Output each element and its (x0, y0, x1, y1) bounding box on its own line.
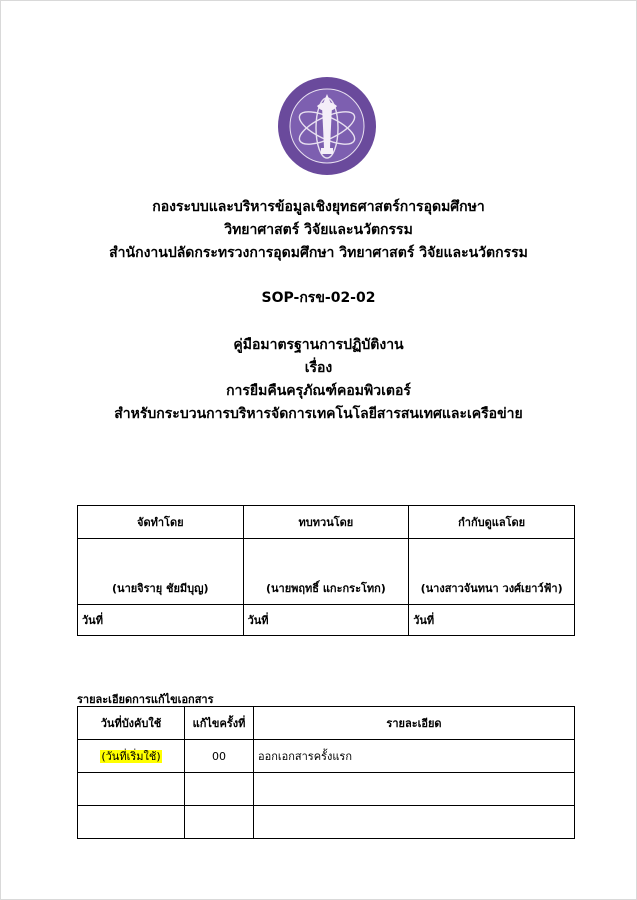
revision-number-cell: 00 (185, 740, 254, 773)
date-label: วันที่ (78, 605, 244, 636)
date-label: วันที่ (243, 605, 409, 636)
signature-header: จัดทำโดย (78, 506, 244, 539)
table-row (78, 773, 575, 806)
doc-code-block (0, 287, 637, 310)
highlighted-text: (วันที่เริ่มใช้) (101, 750, 161, 763)
title-line: คู่มือมาตรฐานการปฏิบัติงาน (233, 337, 404, 353)
signer-name: (นายจิรายุ ชัยมีบุญ) (78, 539, 244, 605)
revision-header: แก้ไขครั้งที่ (185, 707, 254, 740)
effective-date-cell (78, 740, 185, 773)
title-line: การยืมคืนครุภัณฑ์คอมพิวเตอร์ (226, 383, 411, 399)
revision-detail-cell (254, 806, 575, 839)
doc-title-block (0, 334, 637, 426)
doc-code: SOP-กรข-02-02 (261, 290, 376, 306)
title-line: สำหรับกระบวนการบริหารจัดการเทคโนโลยีสารสนเทศและเครือข่าย (114, 406, 523, 422)
table-row (78, 539, 575, 605)
org-heading (0, 196, 637, 265)
signer-name: (นายพฤทธิ์ แกะกระโทก) (243, 539, 409, 605)
date-label: วันที่ (409, 605, 575, 636)
effective-date-cell (78, 773, 185, 806)
signature-header: กำกับดูแลโดย (409, 506, 575, 539)
effective-date-cell (78, 806, 185, 839)
signature-table (77, 505, 575, 636)
table-row (78, 506, 575, 539)
table-row (78, 605, 575, 636)
signer-name: (นางสาวจันทนา วงศ์เยาว์ฟ้า) (409, 539, 575, 605)
org-line: กองระบบและบริหารข้อมูลเชิงยุทธศาสตร์การอุดมศึกษา (152, 199, 485, 215)
revision-detail-cell (254, 773, 575, 806)
ministry-seal-icon (277, 76, 377, 176)
revision-table (77, 706, 575, 839)
org-line: วิทยาศาสตร์ วิจัยและนวัตกรรม (224, 222, 413, 238)
title-line: เรื่อง (304, 360, 333, 376)
revision-header: รายละเอียด (254, 707, 575, 740)
table-row (78, 740, 575, 773)
org-line: สำนักงานปลัดกระทรวงการอุดมศึกษา วิทยาศาสตร์ วิจัยและนวัตกรรม (109, 245, 528, 261)
revision-header: วันที่บังคับใช้ (78, 707, 185, 740)
revision-number-cell (185, 806, 254, 839)
revision-detail-cell: ออกเอกสารครั้งแรก (254, 740, 575, 773)
revision-number-cell (185, 773, 254, 806)
table-row (78, 707, 575, 740)
table-row (78, 806, 575, 839)
signature-header: ทบทวนโดย (243, 506, 409, 539)
revision-section-label: รายละเอียดการแก้ไขเอกสาร (77, 693, 214, 706)
